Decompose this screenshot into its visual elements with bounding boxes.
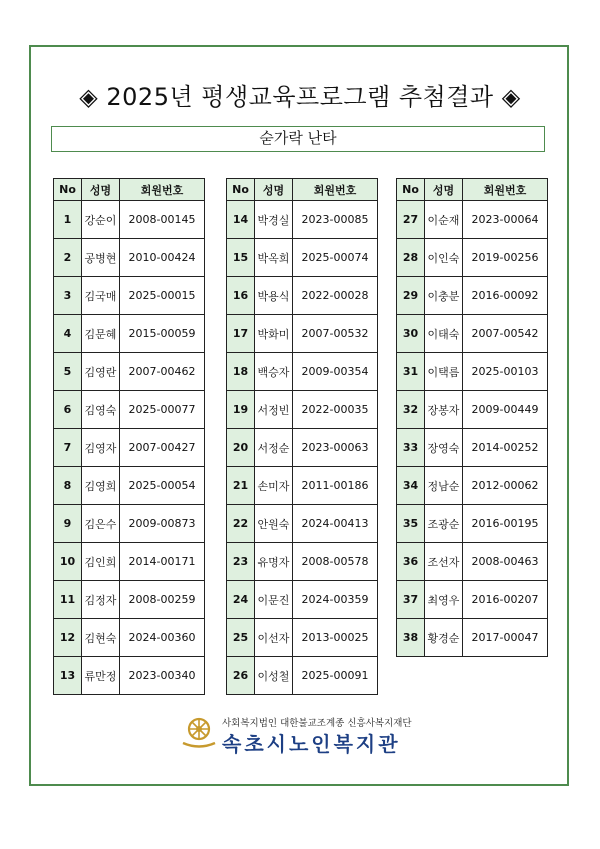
member-id: 2023-00063	[293, 429, 378, 467]
member-id: 2016-00207	[463, 581, 548, 619]
table-row	[397, 315, 548, 353]
row-number: 19	[227, 391, 255, 429]
member-name: 이문진	[255, 581, 293, 619]
member-name: 김영숙	[82, 391, 120, 429]
row-number: 3	[54, 277, 82, 315]
member-name: 백승자	[255, 353, 293, 391]
row-number: 34	[397, 467, 425, 505]
row-number: 13	[54, 657, 82, 695]
member-id: 2014-00171	[120, 543, 205, 581]
table-row	[54, 391, 205, 429]
roster-table-2	[226, 178, 378, 695]
member-id: 2022-00028	[293, 277, 378, 315]
table-row	[397, 467, 548, 505]
row-number: 4	[54, 315, 82, 353]
member-name: 유명자	[255, 543, 293, 581]
member-name: 이택름	[425, 353, 463, 391]
table-row	[227, 619, 378, 657]
member-name: 장봉자	[425, 391, 463, 429]
table-row	[54, 619, 205, 657]
member-id: 2008-00463	[463, 543, 548, 581]
roster-table-1	[53, 178, 205, 695]
row-number: 26	[227, 657, 255, 695]
row-number: 29	[397, 277, 425, 315]
member-name: 이선자	[255, 619, 293, 657]
member-name: 김영희	[82, 467, 120, 505]
row-number: 17	[227, 315, 255, 353]
member-name: 최영우	[425, 581, 463, 619]
member-id: 2024-00413	[293, 505, 378, 543]
welfare-center-logo-icon	[180, 716, 218, 750]
member-id: 2008-00578	[293, 543, 378, 581]
member-name: 이태숙	[425, 315, 463, 353]
member-id: 2025-00077	[120, 391, 205, 429]
member-name: 류만정	[82, 657, 120, 695]
member-id: 2024-00360	[120, 619, 205, 657]
row-number: 15	[227, 239, 255, 277]
member-name: 박화미	[255, 315, 293, 353]
member-id: 2010-00424	[120, 239, 205, 277]
member-name: 장영숙	[425, 429, 463, 467]
table-row	[397, 619, 548, 657]
member-id: 2015-00059	[120, 315, 205, 353]
table-row	[54, 353, 205, 391]
member-id: 2025-00103	[463, 353, 548, 391]
row-number: 38	[397, 619, 425, 657]
row-number: 7	[54, 429, 82, 467]
member-name: 강순이	[82, 201, 120, 239]
table-row	[227, 201, 378, 239]
row-number: 18	[227, 353, 255, 391]
row-number: 32	[397, 391, 425, 429]
header-no: No	[54, 179, 82, 201]
row-number: 31	[397, 353, 425, 391]
row-number: 11	[54, 581, 82, 619]
table-row	[397, 239, 548, 277]
member-id: 2007-00532	[293, 315, 378, 353]
header-no: No	[397, 179, 425, 201]
program-subtitle: 숟가락 난타	[51, 126, 545, 152]
table-row	[54, 201, 205, 239]
row-number: 8	[54, 467, 82, 505]
table-row	[227, 277, 378, 315]
table-row	[227, 315, 378, 353]
member-id: 2019-00256	[463, 239, 548, 277]
table-row	[397, 429, 548, 467]
member-name: 김현숙	[82, 619, 120, 657]
member-name: 공병현	[82, 239, 120, 277]
row-number: 35	[397, 505, 425, 543]
table-row	[54, 429, 205, 467]
member-name: 김영란	[82, 353, 120, 391]
table-row	[227, 505, 378, 543]
organization-subtitle: 사회복지법인 대한불교조계종 신흥사복지재단	[222, 718, 412, 729]
member-name: 손미자	[255, 467, 293, 505]
member-name: 김은수	[82, 505, 120, 543]
row-number: 6	[54, 391, 82, 429]
roster-table-3	[396, 178, 548, 657]
member-name: 이성철	[255, 657, 293, 695]
member-id: 2009-00873	[120, 505, 205, 543]
member-name: 안원숙	[255, 505, 293, 543]
member-id: 2012-00062	[463, 467, 548, 505]
row-number: 23	[227, 543, 255, 581]
row-number: 1	[54, 201, 82, 239]
table-row	[54, 239, 205, 277]
table-row	[397, 581, 548, 619]
member-name: 정남순	[425, 467, 463, 505]
table-row	[227, 353, 378, 391]
table-row	[397, 201, 548, 239]
table-row	[397, 505, 548, 543]
member-id: 2024-00359	[293, 581, 378, 619]
header-no: No	[227, 179, 255, 201]
row-number: 21	[227, 467, 255, 505]
member-name: 김인희	[82, 543, 120, 581]
member-name: 조광순	[425, 505, 463, 543]
table-row	[227, 467, 378, 505]
row-number: 2	[54, 239, 82, 277]
member-name: 박경실	[255, 201, 293, 239]
table-row	[227, 239, 378, 277]
member-name: 김영자	[82, 429, 120, 467]
row-number: 25	[227, 619, 255, 657]
organization-name: 속초시노인복지관	[222, 732, 401, 756]
member-name: 박옥희	[255, 239, 293, 277]
row-number: 36	[397, 543, 425, 581]
member-id: 2023-00085	[293, 201, 378, 239]
row-number: 5	[54, 353, 82, 391]
header-member-id: 회원번호	[293, 179, 378, 201]
table-row	[54, 581, 205, 619]
member-name: 조선자	[425, 543, 463, 581]
member-id: 2013-00025	[293, 619, 378, 657]
table-row	[54, 467, 205, 505]
member-name: 박용식	[255, 277, 293, 315]
table-row	[227, 543, 378, 581]
table-row	[227, 391, 378, 429]
member-id: 2025-00074	[293, 239, 378, 277]
row-number: 9	[54, 505, 82, 543]
member-id: 2022-00035	[293, 391, 378, 429]
table-row	[227, 657, 378, 695]
member-id: 2025-00015	[120, 277, 205, 315]
row-number: 28	[397, 239, 425, 277]
table-row	[54, 277, 205, 315]
member-id: 2009-00449	[463, 391, 548, 429]
table-row	[397, 277, 548, 315]
header-member-id: 회원번호	[120, 179, 205, 201]
member-name: 이충분	[425, 277, 463, 315]
header-name: 성명	[82, 179, 120, 201]
row-number: 24	[227, 581, 255, 619]
member-id: 2007-00542	[463, 315, 548, 353]
row-number: 22	[227, 505, 255, 543]
row-number: 30	[397, 315, 425, 353]
row-number: 20	[227, 429, 255, 467]
row-number: 12	[54, 619, 82, 657]
member-id: 2023-00340	[120, 657, 205, 695]
header-member-id: 회원번호	[463, 179, 548, 201]
table-row	[54, 657, 205, 695]
table-row	[397, 391, 548, 429]
member-id: 2023-00064	[463, 201, 548, 239]
member-id: 2007-00462	[120, 353, 205, 391]
member-name: 황경순	[425, 619, 463, 657]
table-row	[397, 543, 548, 581]
table-row	[227, 429, 378, 467]
member-id: 2007-00427	[120, 429, 205, 467]
table-row	[54, 543, 205, 581]
table-row	[54, 505, 205, 543]
row-number: 10	[54, 543, 82, 581]
member-id: 2011-00186	[293, 467, 378, 505]
member-name: 이인숙	[425, 239, 463, 277]
member-id: 2008-00259	[120, 581, 205, 619]
header-name: 성명	[425, 179, 463, 201]
table-row	[397, 353, 548, 391]
table-row	[54, 315, 205, 353]
row-number: 16	[227, 277, 255, 315]
member-name: 김국매	[82, 277, 120, 315]
member-id: 2025-00054	[120, 467, 205, 505]
member-id: 2008-00145	[120, 201, 205, 239]
row-number: 14	[227, 201, 255, 239]
member-name: 서정빈	[255, 391, 293, 429]
member-id: 2014-00252	[463, 429, 548, 467]
row-number: 27	[397, 201, 425, 239]
member-id: 2017-00047	[463, 619, 548, 657]
member-name: 이순재	[425, 201, 463, 239]
member-name: 김정자	[82, 581, 120, 619]
row-number: 33	[397, 429, 425, 467]
header-name: 성명	[255, 179, 293, 201]
member-name: 김문혜	[82, 315, 120, 353]
row-number: 37	[397, 581, 425, 619]
table-row	[227, 581, 378, 619]
member-id: 2025-00091	[293, 657, 378, 695]
member-id: 2016-00092	[463, 277, 548, 315]
page-title: ◈ 2025년 평생교육프로그램 추첨결과 ◈	[79, 83, 521, 111]
member-name: 서정순	[255, 429, 293, 467]
member-id: 2016-00195	[463, 505, 548, 543]
member-id: 2009-00354	[293, 353, 378, 391]
